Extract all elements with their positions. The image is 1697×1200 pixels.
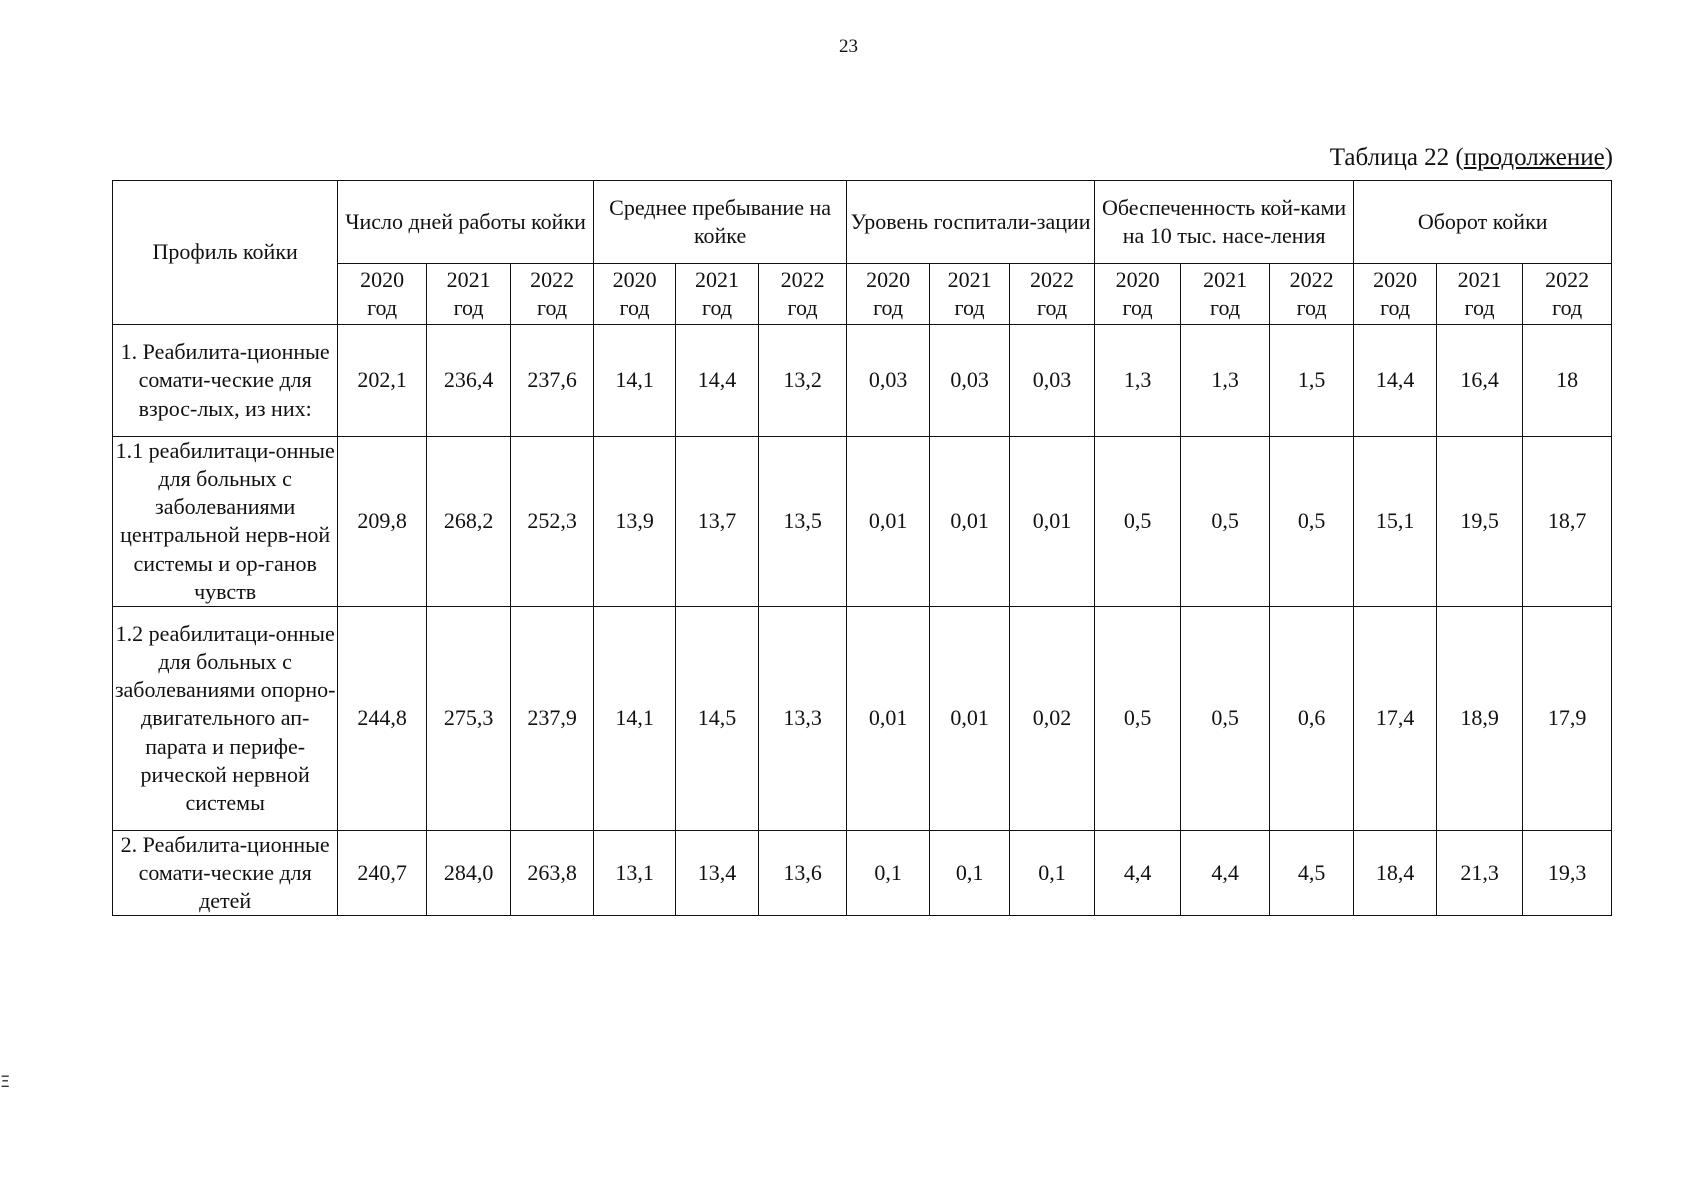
value-cell: 0,01 [847, 606, 929, 830]
year-suffix: год [1552, 295, 1583, 320]
value-cell: 18,9 [1436, 606, 1523, 830]
value-cell: 284,0 [426, 830, 510, 915]
value-cell: 17,4 [1354, 606, 1436, 830]
value-cell: 252,3 [511, 437, 594, 607]
profile-column-header: Профиль койки [113, 181, 338, 325]
year-label: 2020 [1373, 266, 1418, 292]
value-cell: 0,5 [1181, 606, 1270, 830]
value-cell: 13,6 [758, 830, 847, 915]
value-cell: 240,7 [338, 830, 427, 915]
year-header [929, 264, 1009, 325]
year-suffix: год [1380, 295, 1411, 320]
table-header-groups-row [113, 181, 1612, 264]
year-label: 2021 [1203, 266, 1248, 292]
value-cell: 18,7 [1523, 437, 1612, 607]
year-suffix: год [1464, 295, 1495, 320]
profile-cell: 1.2 реабилитаци-онные для больных с заболеваниями опорно-двигательного ап-парата и перифе-рической нервной системы [113, 606, 338, 830]
margin-mark: Ξ [0, 1072, 11, 1091]
year-header [338, 264, 427, 325]
year-suffix: год [619, 295, 650, 320]
value-cell: 237,9 [511, 606, 594, 830]
value-cell: 13,5 [758, 437, 847, 607]
year-suffix: год [702, 295, 733, 320]
year-suffix: год [954, 295, 985, 320]
page-number: 23 [839, 36, 858, 57]
year-suffix: год [537, 295, 568, 320]
year-label: 2021 [695, 266, 740, 292]
value-cell: 13,4 [676, 830, 758, 915]
year-label: 2021 [1457, 266, 1502, 292]
group-header-working-days: Число дней работы койки [338, 181, 594, 264]
year-suffix: год [453, 295, 484, 320]
value-cell: 18 [1523, 325, 1612, 437]
table-body [113, 325, 1612, 916]
year-header [1094, 264, 1181, 325]
value-cell: 14,1 [593, 606, 675, 830]
year-label: 2022 [1289, 266, 1334, 292]
value-cell: 244,8 [338, 606, 427, 830]
year-header [1354, 264, 1436, 325]
year-label: 2020 [612, 266, 657, 292]
value-cell: 14,4 [1354, 325, 1436, 437]
value-cell: 263,8 [511, 830, 594, 915]
year-header [1010, 264, 1095, 325]
year-header [1523, 264, 1612, 325]
year-suffix: год [1122, 295, 1153, 320]
table-caption-suffix: ) [1604, 144, 1613, 171]
value-cell: 16,4 [1436, 325, 1523, 437]
value-cell: 13,9 [593, 437, 675, 607]
value-cell: 0,03 [847, 325, 929, 437]
group-header-bed-turnover: Оборот койки [1354, 181, 1612, 264]
value-cell: 13,3 [758, 606, 847, 830]
table-caption-continuation: продолжение [1463, 144, 1605, 171]
value-cell: 0,1 [1010, 830, 1095, 915]
profile-cell: 1. Реабилита-ционные сомати-ческие для взрос-лых, из них: [113, 325, 338, 437]
value-cell: 18,4 [1354, 830, 1436, 915]
group-header-average-stay: Среднее пребывание на койке [593, 181, 847, 264]
table-row [113, 606, 1612, 830]
value-cell: 236,4 [426, 325, 510, 437]
value-cell: 0,6 [1269, 606, 1354, 830]
year-label: 2022 [1545, 266, 1590, 292]
value-cell: 0,1 [847, 830, 929, 915]
year-header [1181, 264, 1270, 325]
value-cell: 0,5 [1269, 437, 1354, 607]
year-label: 2021 [446, 266, 491, 292]
year-header [1269, 264, 1354, 325]
value-cell: 268,2 [426, 437, 510, 607]
value-cell: 202,1 [338, 325, 427, 437]
value-cell: 0,02 [1010, 606, 1095, 830]
value-cell: 13,7 [676, 437, 758, 607]
year-header [426, 264, 510, 325]
table-row [113, 437, 1612, 607]
year-label: 2022 [530, 266, 575, 292]
value-cell: 17,9 [1523, 606, 1612, 830]
value-cell: 1,3 [1181, 325, 1270, 437]
value-cell: 13,1 [593, 830, 675, 915]
value-cell: 14,1 [593, 325, 675, 437]
table-row [113, 830, 1612, 915]
value-cell: 0,01 [847, 437, 929, 607]
year-suffix: год [787, 295, 818, 320]
value-cell: 0,5 [1094, 437, 1181, 607]
value-cell: 0,01 [1010, 437, 1095, 607]
year-suffix: год [1037, 295, 1068, 320]
value-cell: 21,3 [1436, 830, 1523, 915]
table-row [113, 325, 1612, 437]
value-cell: 0,5 [1181, 437, 1270, 607]
value-cell: 0,01 [929, 606, 1009, 830]
value-cell: 13,2 [758, 325, 847, 437]
value-cell: 4,4 [1181, 830, 1270, 915]
value-cell: 19,3 [1523, 830, 1612, 915]
group-header-hospitalization-level: Уровень госпитали-зации [847, 181, 1094, 264]
profile-cell: 2. Реабилита-ционные сомати-ческие для детей [113, 830, 338, 915]
year-header [758, 264, 847, 325]
value-cell: 4,4 [1094, 830, 1181, 915]
value-cell: 0,5 [1094, 606, 1181, 830]
value-cell: 0,03 [929, 325, 1009, 437]
value-cell: 1,3 [1094, 325, 1181, 437]
year-label: 2022 [1030, 266, 1075, 292]
value-cell: 209,8 [338, 437, 427, 607]
table-header-years-row [113, 264, 1612, 325]
year-label: 2021 [947, 266, 992, 292]
value-cell: 14,4 [676, 325, 758, 437]
value-cell: 275,3 [426, 606, 510, 830]
value-cell: 0,01 [929, 437, 1009, 607]
value-cell: 0,1 [929, 830, 1009, 915]
bed-statistics-table [112, 180, 1612, 916]
year-suffix: год [1296, 295, 1327, 320]
group-header-bed-provision: Обеспеченность кой-ками на 10 тыс. насе-ления [1094, 181, 1354, 264]
year-label: 2020 [360, 266, 405, 292]
value-cell: 19,5 [1436, 437, 1523, 607]
table-caption-prefix: Таблица 22 ( [1329, 144, 1464, 171]
value-cell: 14,5 [676, 606, 758, 830]
year-header [593, 264, 675, 325]
value-cell: 0,03 [1010, 325, 1095, 437]
year-header [676, 264, 758, 325]
year-header [511, 264, 594, 325]
table-caption [1330, 144, 1613, 172]
year-label: 2020 [1115, 266, 1160, 292]
value-cell: 15,1 [1354, 437, 1436, 607]
year-label: 2022 [780, 266, 825, 292]
value-cell: 1,5 [1269, 325, 1354, 437]
profile-cell: 1.1 реабилитаци-онные для больных с заболеваниями центральной нерв-ной системы и ор-ганов чувств [113, 437, 338, 607]
year-label: 2020 [866, 266, 911, 292]
year-header [1436, 264, 1523, 325]
year-header [847, 264, 929, 325]
year-suffix: год [367, 295, 398, 320]
value-cell: 4,5 [1269, 830, 1354, 915]
year-suffix: год [873, 295, 904, 320]
year-suffix: год [1210, 295, 1241, 320]
value-cell: 237,6 [511, 325, 594, 437]
